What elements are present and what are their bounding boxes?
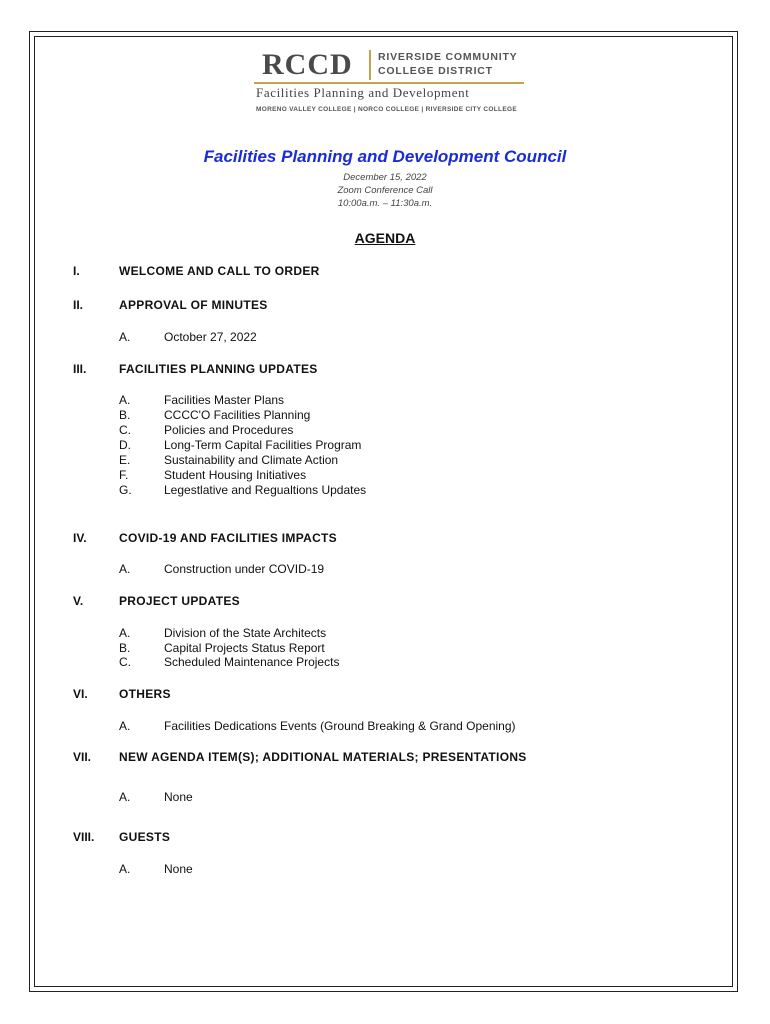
- logo-colleges: MORENO VALLEY COLLEGE | NORCO COLLEGE | RIVERSIDE CITY COLLEGE: [256, 106, 517, 113]
- item-text: Capital Projects Status Report: [164, 641, 325, 655]
- item-text: CCCC'O Facilities Planning: [164, 408, 311, 422]
- item-letter: A.: [119, 862, 131, 876]
- section-title: OTHERS: [119, 687, 171, 701]
- section-title: WELCOME AND CALL TO ORDER: [119, 264, 320, 278]
- item-letter: A.: [119, 719, 131, 733]
- item-text: October 27, 2022: [164, 330, 257, 344]
- item-text: Legestlative and Regualtions Updates: [164, 483, 367, 497]
- meeting-date: December 15, 2022: [343, 172, 427, 183]
- logo-divider: [369, 50, 371, 80]
- item-letter: A.: [119, 562, 131, 576]
- logo-name-line2: COLLEGE DISTRICT: [378, 65, 493, 77]
- item-letter: A.: [119, 790, 131, 804]
- item-letter: B.: [119, 408, 131, 422]
- item-text: None: [164, 790, 193, 804]
- item-letter: A.: [119, 393, 131, 407]
- logo-abbr: RCCD: [262, 48, 353, 81]
- section-number: IV.: [73, 531, 87, 545]
- logo-rule: [254, 82, 524, 84]
- section-number: V.: [73, 594, 84, 608]
- section-number: I.: [73, 264, 80, 278]
- item-letter: C.: [119, 423, 131, 437]
- item-text: Long-Term Capital Facilities Program: [164, 438, 362, 452]
- section-title: FACILITIES PLANNING UPDATES: [119, 362, 318, 376]
- meeting-title: Facilities Planning and Development Council: [203, 147, 567, 166]
- section-number: VIII.: [73, 830, 95, 844]
- section-number: II.: [73, 298, 84, 312]
- section-title: NEW AGENDA ITEM(S); ADDITIONAL MATERIALS; PRESENTATIONS: [119, 750, 527, 764]
- item-letter: C.: [119, 655, 131, 669]
- item-letter: G.: [119, 483, 132, 497]
- agenda-heading: AGENDA: [354, 230, 416, 246]
- item-text: Construction under COVID-19: [164, 562, 325, 576]
- item-text: Division of the State Architects: [164, 626, 327, 640]
- item-letter: A.: [119, 330, 131, 344]
- logo-department: Facilities Planning and Development: [256, 85, 470, 100]
- rccd-logo: [252, 44, 527, 118]
- item-text: Policies and Procedures: [164, 423, 294, 437]
- meeting-location: Zoom Conference Call: [337, 185, 433, 196]
- item-text: Facilities Dedications Events (Ground Breaking & Grand Opening): [164, 719, 516, 733]
- item-text: Sustainability and Climate Action: [164, 453, 339, 467]
- item-text: Student Housing Initiatives: [164, 468, 307, 482]
- section-number: III.: [73, 362, 87, 376]
- item-text: None: [164, 862, 193, 876]
- section-title: APPROVAL OF MINUTES: [119, 298, 268, 312]
- meeting-time: 10:00a.m. – 11:30a.m.: [337, 198, 433, 209]
- item-letter: E.: [119, 453, 131, 467]
- item-letter: A.: [119, 626, 131, 640]
- section-title: COVID-19 AND FACILITIES IMPACTS: [119, 531, 337, 545]
- section-title: GUESTS: [119, 830, 171, 844]
- item-text: Facilities Master Plans: [164, 393, 285, 407]
- section-number: VI.: [73, 687, 88, 701]
- item-text: Scheduled Maintenance Projects: [164, 655, 340, 669]
- section-number: VII.: [73, 750, 92, 764]
- item-letter: D.: [119, 438, 131, 452]
- logo-name-line1: RIVERSIDE COMMUNITY: [378, 51, 518, 63]
- section-title: PROJECT UPDATES: [119, 594, 240, 608]
- item-letter: B.: [119, 641, 131, 655]
- item-letter: F.: [119, 468, 129, 482]
